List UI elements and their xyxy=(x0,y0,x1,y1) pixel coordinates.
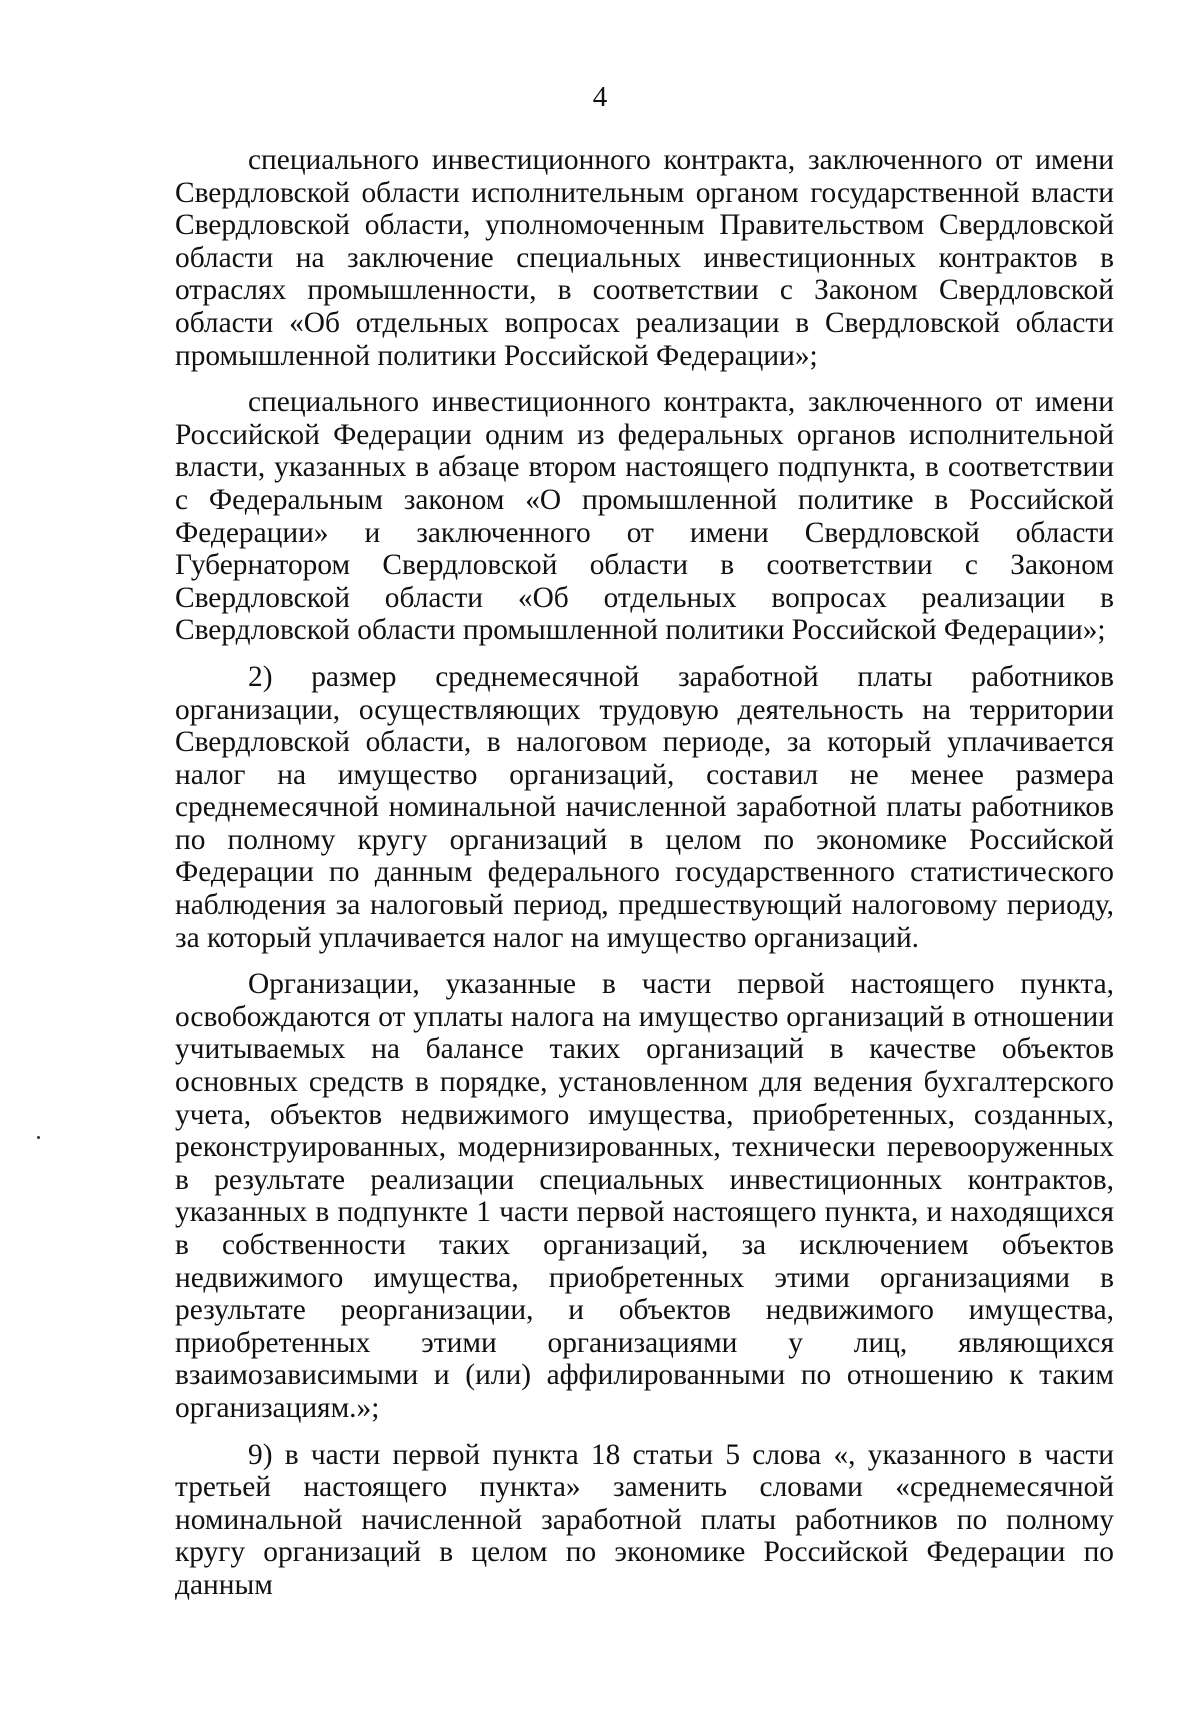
paragraph-4: Организации, указанные в части первой настоящего пункта, освобождаются от уплаты налога на имущество организаций в отношении учитываемых на балансе таких организаций в качестве объектов основных средств в порядке, установленном для ведения бухгалтерского учета, объектов недвижимого имущества, приобретенных, созданных, реконструированных, модернизированных, технически перевооруженных в результате реализации специальных инвестиционных контрактов, указанных в подпункте 1 части первой настоящего пункта, и находящихся в собственности таких организаций, за исключением объектов недвижимого имущества, приобретенных этими организациями в результате реорганизации, и объектов недвижимого имущества, приобретенных этими организациями у лиц, являющихся взаимозависимыми и (или) аффилированными по отношению к таким организациям.»; xyxy=(175,968,1114,1424)
paragraph-3: 2) размер среднемесячной заработной платы работников организации, осуществляющих трудовую деятельность на территории Свердловской области, в налоговом периоде, за который уплачивается налог на имущество организаций, составил не менее размера среднемесячной номинальной начисленной заработной платы работников по полному кругу организаций в целом по экономике Российской Федерации по данным федерального государственного статистического наблюдения за налоговый период, предшествующий налоговому периоду, за который уплачивается налог на имущество организаций. xyxy=(175,660,1114,954)
paragraph-5: 9) в части первой пункта 18 статьи 5 слова «, указанного в части третьей настоящего пункта» заменить словами «среднемесячной номинальной начисленной заработной платы работников по полному кругу организаций в целом по экономике Российской Федерации по данным xyxy=(175,1438,1114,1601)
document-body xyxy=(175,144,1114,1602)
page-number: 4 xyxy=(592,81,608,113)
paragraph-2: специального инвестиционного контракта, заключенного от имени Российской Федерации одним из федеральных органов исполнительной власти, указанных в абзаце втором настоящего подпункта, в соответствии с Федеральным законом «О промышленной политике в Российской Федерации» и заключенного от имени Свердловской области Губернатором Свердловской области в соответствии с Законом Свердловской области «Об отдельных вопросах реализации в Свердловской области промышленной политики Российской Федерации»; xyxy=(175,386,1114,647)
margin-mark xyxy=(37,1136,40,1139)
paragraph-1: специального инвестиционного контракта, заключенного от имени Свердловской области исполнительным органом государственной власти Свердловской области, уполномоченным Правительством Свердловской области на заключение специальных инвестиционных контрактов в отраслях промышленности, в соответствии с Законом Свердловской области «Об отдельных вопросах реализации в Свердловской области промышленной политики Российской Федерации»; xyxy=(175,144,1114,372)
